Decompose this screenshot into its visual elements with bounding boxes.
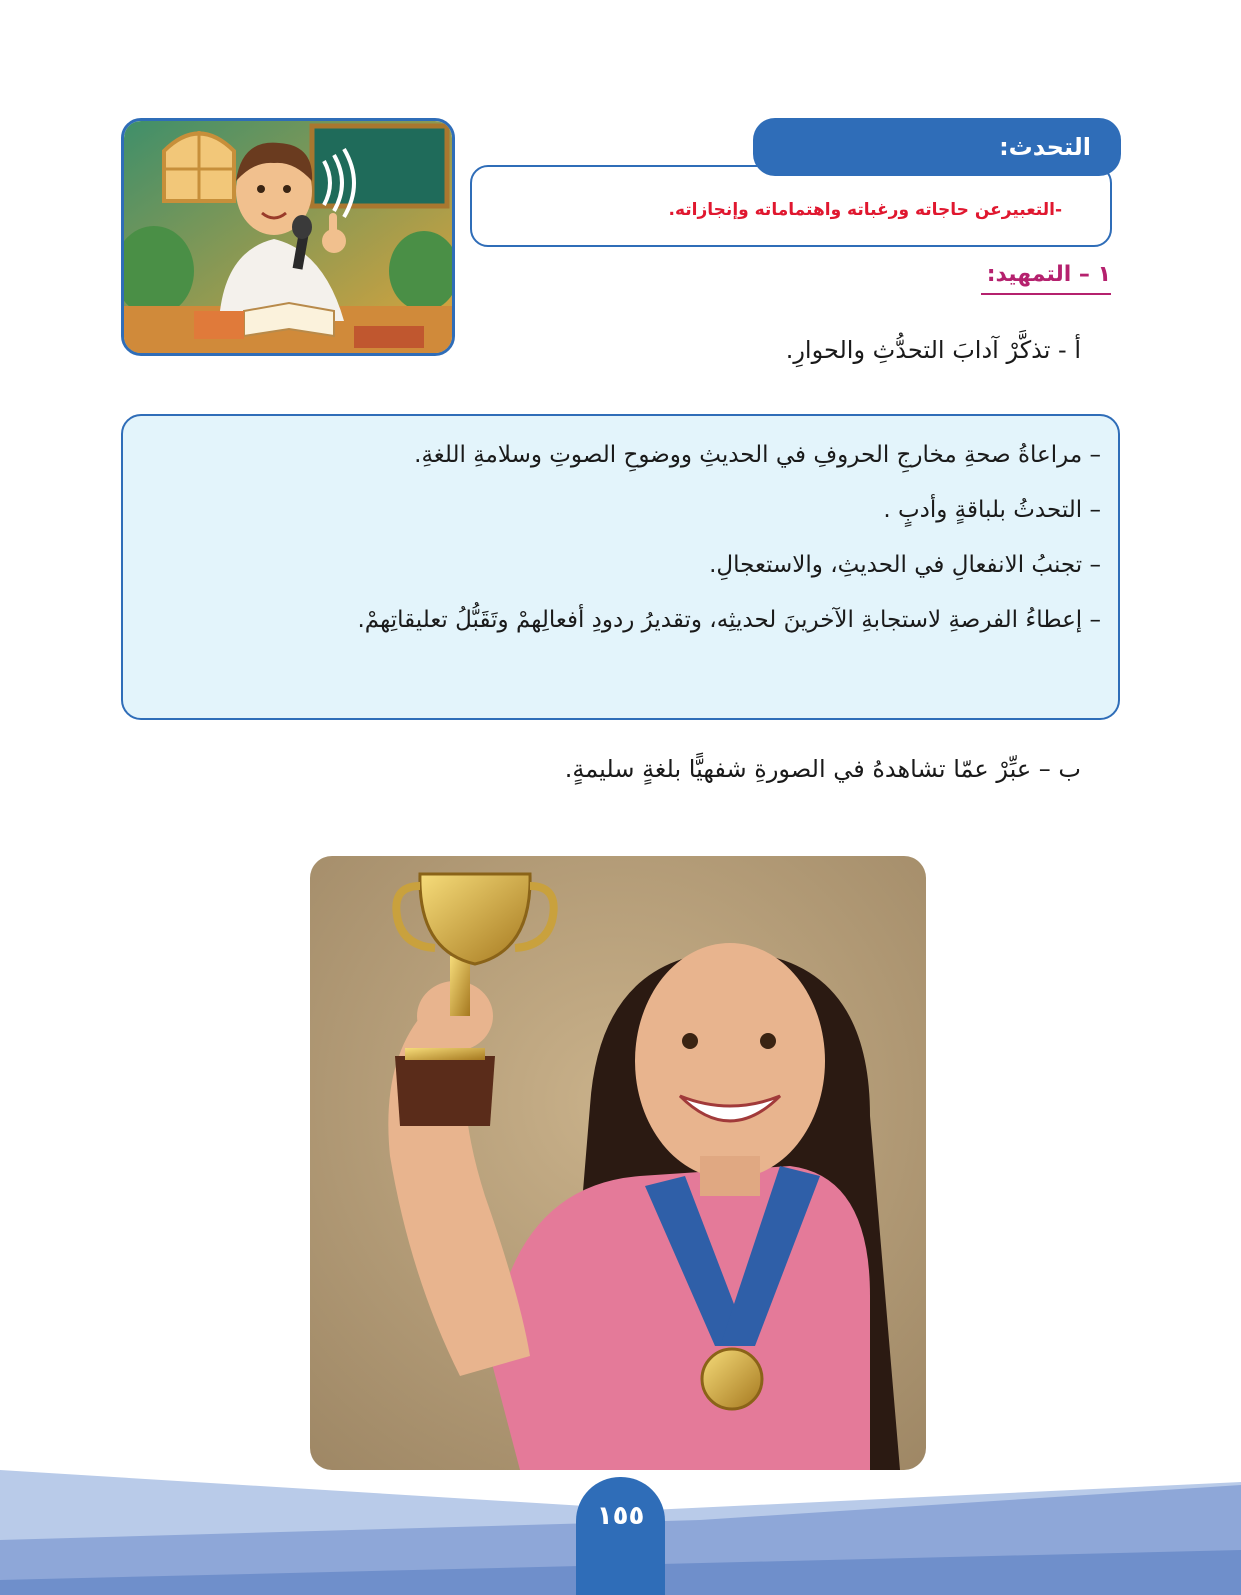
warmup-heading: ١ – التمهيد: xyxy=(981,262,1111,295)
etiquette-item: – إعطاءُ الفرصةِ لاستجابةِ الآخرينَ لحديثِه، وتقديرُ ردودِ أفعالِهمْ وتَقَبُّلُ تعليقاتِهمْ. xyxy=(357,607,1101,633)
boy-speaking-drawing xyxy=(124,121,452,353)
girl-trophy-drawing xyxy=(310,856,926,1470)
etiquette-list xyxy=(151,438,1101,658)
boy-speaking-illustration xyxy=(121,118,455,356)
etiquette-item: – التحدثُ بلباقةٍ وأدبٍ . xyxy=(883,497,1101,523)
question-b: ب – عبِّرْ عمّا تشاهدهُ في الصورةِ شفهيًّا بلغةٍ سليمةٍ. xyxy=(564,755,1081,783)
etiquette-item: – مراعاةُ صحةِ مخارجِ الحروفِ في الحديثِ ووضوحِ الصوتِ وسلامةِ اللغةِ. xyxy=(414,442,1101,468)
question-a: أ - تذكَّرْ آدابَ التحدُّثِ والحوارِ. xyxy=(785,336,1081,364)
etiquette-item: – تجنبُ الانفعالِ في الحديثِ، والاستعجالِ. xyxy=(709,552,1101,578)
learning-objective: -التعبيرعن حاجاته ورغباته واهتماماته وإنجازاته. xyxy=(668,200,1062,220)
section-title: التحدث: xyxy=(753,118,1121,176)
girl-trophy-photo xyxy=(310,856,926,1470)
page-number: ١٥٥ xyxy=(576,1477,665,1595)
